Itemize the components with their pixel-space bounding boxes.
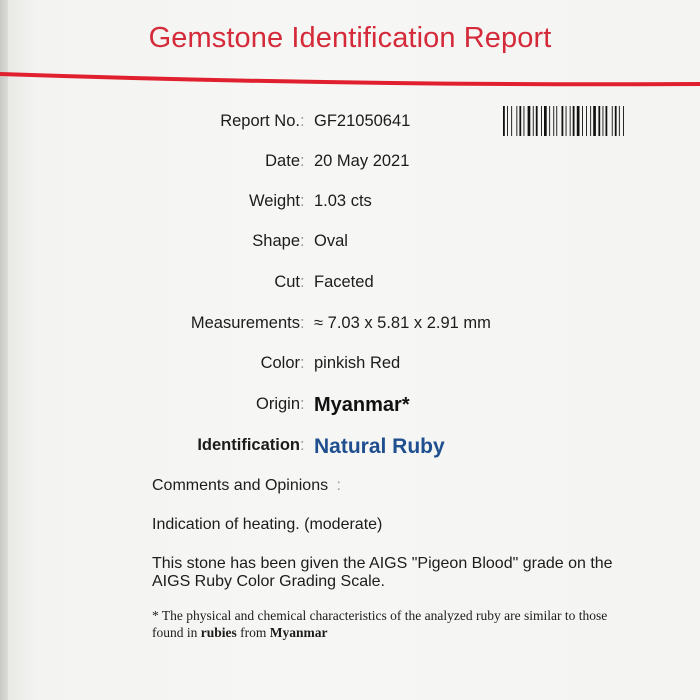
comment-grade-line-1: This stone has been given the AIGS "Pigeon Blood" grade on the	[152, 555, 613, 572]
identification-value: Natural Ruby	[314, 435, 445, 458]
field-label: Weight	[248, 192, 300, 210]
field-label: Origin	[255, 395, 300, 413]
page-edge	[0, 0, 8, 700]
field-value: 1.03 cts	[314, 192, 372, 210]
report-page	[8, 0, 700, 700]
footnote-rubies: rubies	[200, 625, 237, 640]
footnote-prefix: found in	[152, 625, 201, 640]
footnote-myanmar: Myanmar	[269, 625, 328, 640]
field-value: GF21050641	[314, 112, 411, 130]
field-colon: :	[300, 273, 305, 291]
comment-heating: Indication of heating. (moderate)	[152, 516, 383, 533]
field-colon: :	[300, 354, 305, 372]
field-label: Identification	[197, 436, 300, 454]
footnote-line-1: * The physical and chemical characteristics of the analyzed ruby are similar to those	[152, 608, 608, 623]
field-colon: :	[300, 436, 305, 454]
field-label: Cut	[274, 273, 300, 291]
field-label: Report No.	[220, 112, 300, 130]
footnote-line-2	[152, 625, 328, 641]
field-value: pinkish Red	[314, 354, 401, 372]
field-colon: :	[300, 314, 305, 332]
field-colon: :	[300, 112, 305, 130]
field-colon: :	[300, 152, 305, 170]
field-value: Oval	[314, 232, 348, 250]
field-colon: :	[300, 192, 305, 210]
field-label: Shape	[252, 232, 300, 250]
field-value: Faceted	[314, 273, 374, 291]
comments-heading	[152, 477, 341, 495]
report-title: Gemstone Identification Report	[148, 22, 552, 54]
field-label: Measurements	[190, 314, 300, 332]
field-value: 20 May 2021	[314, 152, 410, 170]
barcode-icon	[502, 106, 678, 136]
field-label: Date	[265, 152, 300, 170]
red-rule	[0, 72, 700, 90]
origin-value: Myanmar*	[314, 394, 410, 416]
comments-colon: :	[336, 477, 341, 494]
field-colon: :	[300, 395, 305, 413]
comment-grade-line-2: AIGS Ruby Color Grading Scale.	[152, 573, 385, 590]
footnote-mid: from	[236, 625, 270, 640]
field-colon: :	[300, 232, 305, 250]
field-label: Color	[260, 354, 300, 372]
comments-label: Comments and Opinions	[152, 477, 329, 494]
field-value: ≈ 7.03 x 5.81 x 2.91 mm	[314, 314, 491, 332]
